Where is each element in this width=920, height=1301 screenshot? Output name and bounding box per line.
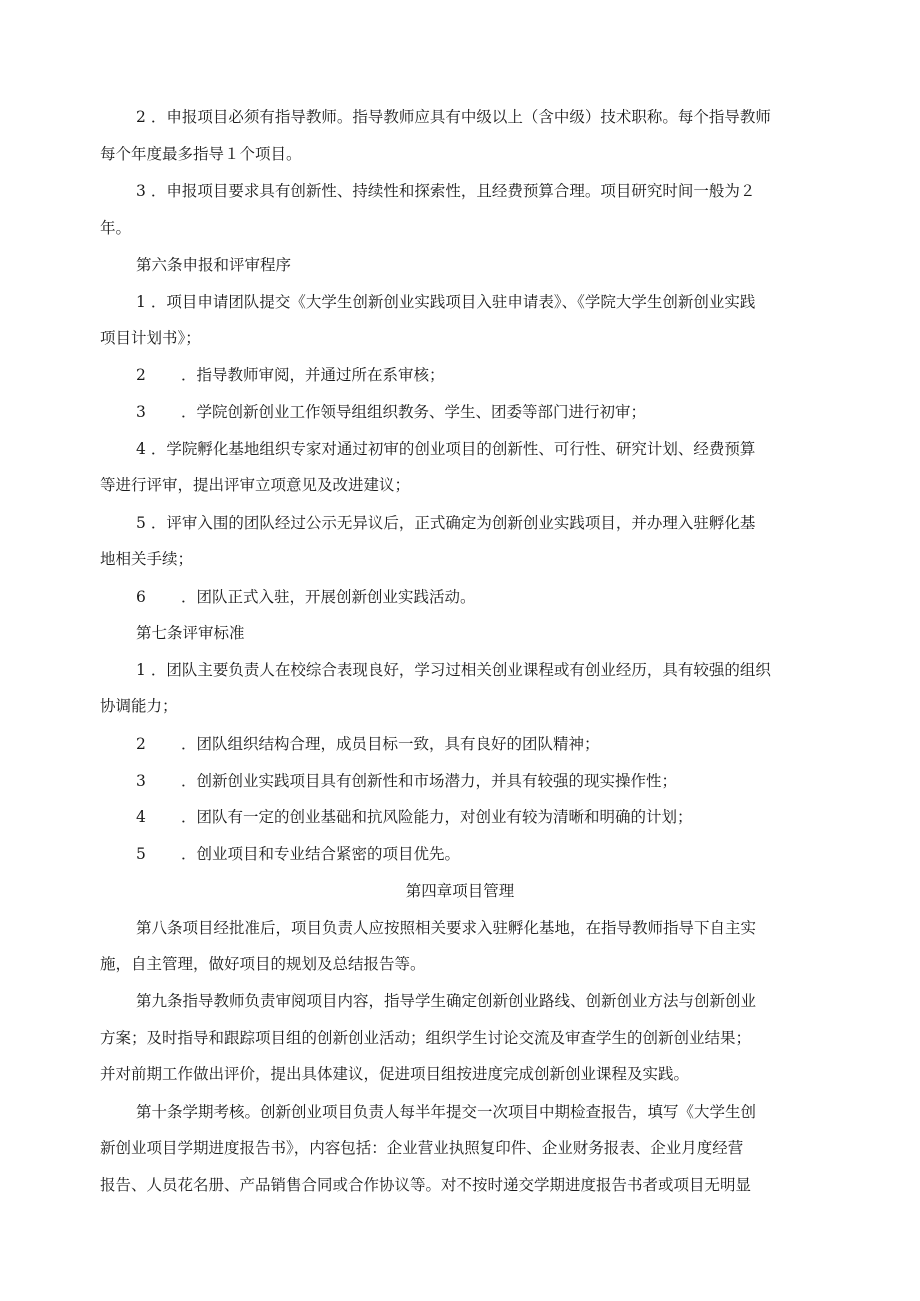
- procedure-step: [136, 364, 444, 386]
- criterion-item: [136, 843, 460, 865]
- step-number: 4: [136, 440, 146, 458]
- procedure-step: [136, 438, 755, 460]
- criterion-text: ．创新创业实践项目具有创新性和市场潜力，并具有较强的现实操作性；: [180, 772, 677, 790]
- criterion-item: [136, 806, 692, 828]
- procedure-step: [136, 512, 755, 534]
- step-number: 1: [136, 293, 146, 311]
- article-heading: 第七条评审标准: [136, 624, 245, 642]
- criterion-text: ．团队主要负责人在校综合表现良好，学习过相关创业课程或有创业经历，具有较强的组织: [150, 661, 771, 679]
- item-continuation: 每个年度最多指导１个项目。: [100, 145, 302, 163]
- step-continuation: 等进行评审，提出评审立项意见及改进建议；: [100, 476, 411, 494]
- step-text: ．学院孵化基地组织专家对通过初审的创业项目的创新性、可行性、研究计划、经费预算: [150, 440, 756, 458]
- step-text: ．项目申请团队提交《大学生创新创业实践项目入驻申请表》、《学院大学生创新创业实践: [150, 293, 756, 311]
- article-8-continuation: 施，自主管理，做好项目的规划及总结报告等。: [100, 955, 426, 973]
- article-8: 第八条项目经批准后，项目负责人应按照相关要求入驻孵化基地，在指导教师指导下自主实: [136, 919, 757, 937]
- procedure-step: [136, 401, 646, 423]
- article-heading: 第六条申报和评审程序: [136, 256, 292, 274]
- step-text: ．团队正式入驻，开展创新创业实践活动。: [180, 588, 476, 606]
- criterion-number: 4: [136, 808, 146, 826]
- criterion-number: 2: [136, 735, 146, 753]
- criterion-text: ．创业项目和专业结合紧密的项目优先。: [180, 845, 460, 863]
- criterion-item: [136, 659, 771, 681]
- article-9-continuation: 并对前期工作做出评价，提出具体建议，促进项目组按进度完成创新创业课程及实践。: [100, 1065, 690, 1083]
- article-9-continuation: 方案；及时指导和跟踪项目组的创新创业活动；组织学生讨论交流及审查学生的创新创业结果；: [100, 1029, 752, 1047]
- requirement-item: [136, 106, 771, 128]
- criterion-number: 5: [136, 845, 146, 863]
- article-10-continuation: 报告、人员花名册、产品销售合同或合作协议等。对不按时递交学期进度报告书者或项目无明显: [100, 1176, 752, 1194]
- chapter-title: 第四章项目管理: [405, 882, 515, 900]
- step-continuation: 地相关手续；: [100, 550, 194, 568]
- item-text: ．申报项目要求具有创新性、持续性和探索性，且经费预算合理。项目研究时间一般为２: [150, 182, 756, 200]
- criterion-number: 1: [136, 661, 146, 679]
- article-9: 第九条指导教师负责审阅项目内容，指导学生确定创新创业路线、创新创业方法与创新创业: [136, 992, 757, 1010]
- step-text: ．指导教师审阅，并通过所在系审核；: [180, 366, 445, 384]
- step-number: 5: [136, 514, 146, 532]
- procedure-step: [136, 586, 475, 608]
- requirement-item: [136, 180, 755, 202]
- item-continuation: 年。: [100, 219, 132, 237]
- step-number: 2: [136, 366, 146, 384]
- criterion-text: ．团队组织结构合理，成员目标一致，具有良好的团队精神；: [180, 735, 600, 753]
- step-text: ．学院创新创业工作领导组组织教务、学生、团委等部门进行初审；: [180, 403, 646, 421]
- item-number: 3: [136, 182, 146, 200]
- criterion-number: 3: [136, 772, 146, 790]
- step-number: 3: [136, 403, 146, 421]
- item-number: 2: [136, 108, 146, 126]
- step-text: ．评审入围的团队经过公示无异议后，正式确定为创新创业实践项目，并办理入驻孵化基: [150, 514, 756, 532]
- criterion-item: [136, 770, 677, 792]
- criterion-continuation: 协调能力；: [100, 697, 178, 715]
- article-10: 第十条学期考核。创新创业项目负责人每半年提交一次项目中期检查报告，填写《大学生创: [136, 1103, 757, 1121]
- criterion-item: [136, 733, 599, 755]
- criterion-text: ．团队有一定的创业基础和抗风险能力，对创业有较为清晰和明确的计划；: [180, 808, 693, 826]
- step-number: 6: [136, 588, 146, 606]
- step-continuation: 项目计划书》；: [100, 329, 201, 347]
- procedure-step: [136, 291, 755, 313]
- article-10-continuation: 新创业项目学期进度报告书》，内容包括：企业营业执照复印件、企业财务报表、企业月度经营: [100, 1139, 744, 1157]
- item-text: ．申报项目必须有指导教师。指导教师应具有中级以上（含中级）技术职称。每个指导教师: [150, 108, 771, 126]
